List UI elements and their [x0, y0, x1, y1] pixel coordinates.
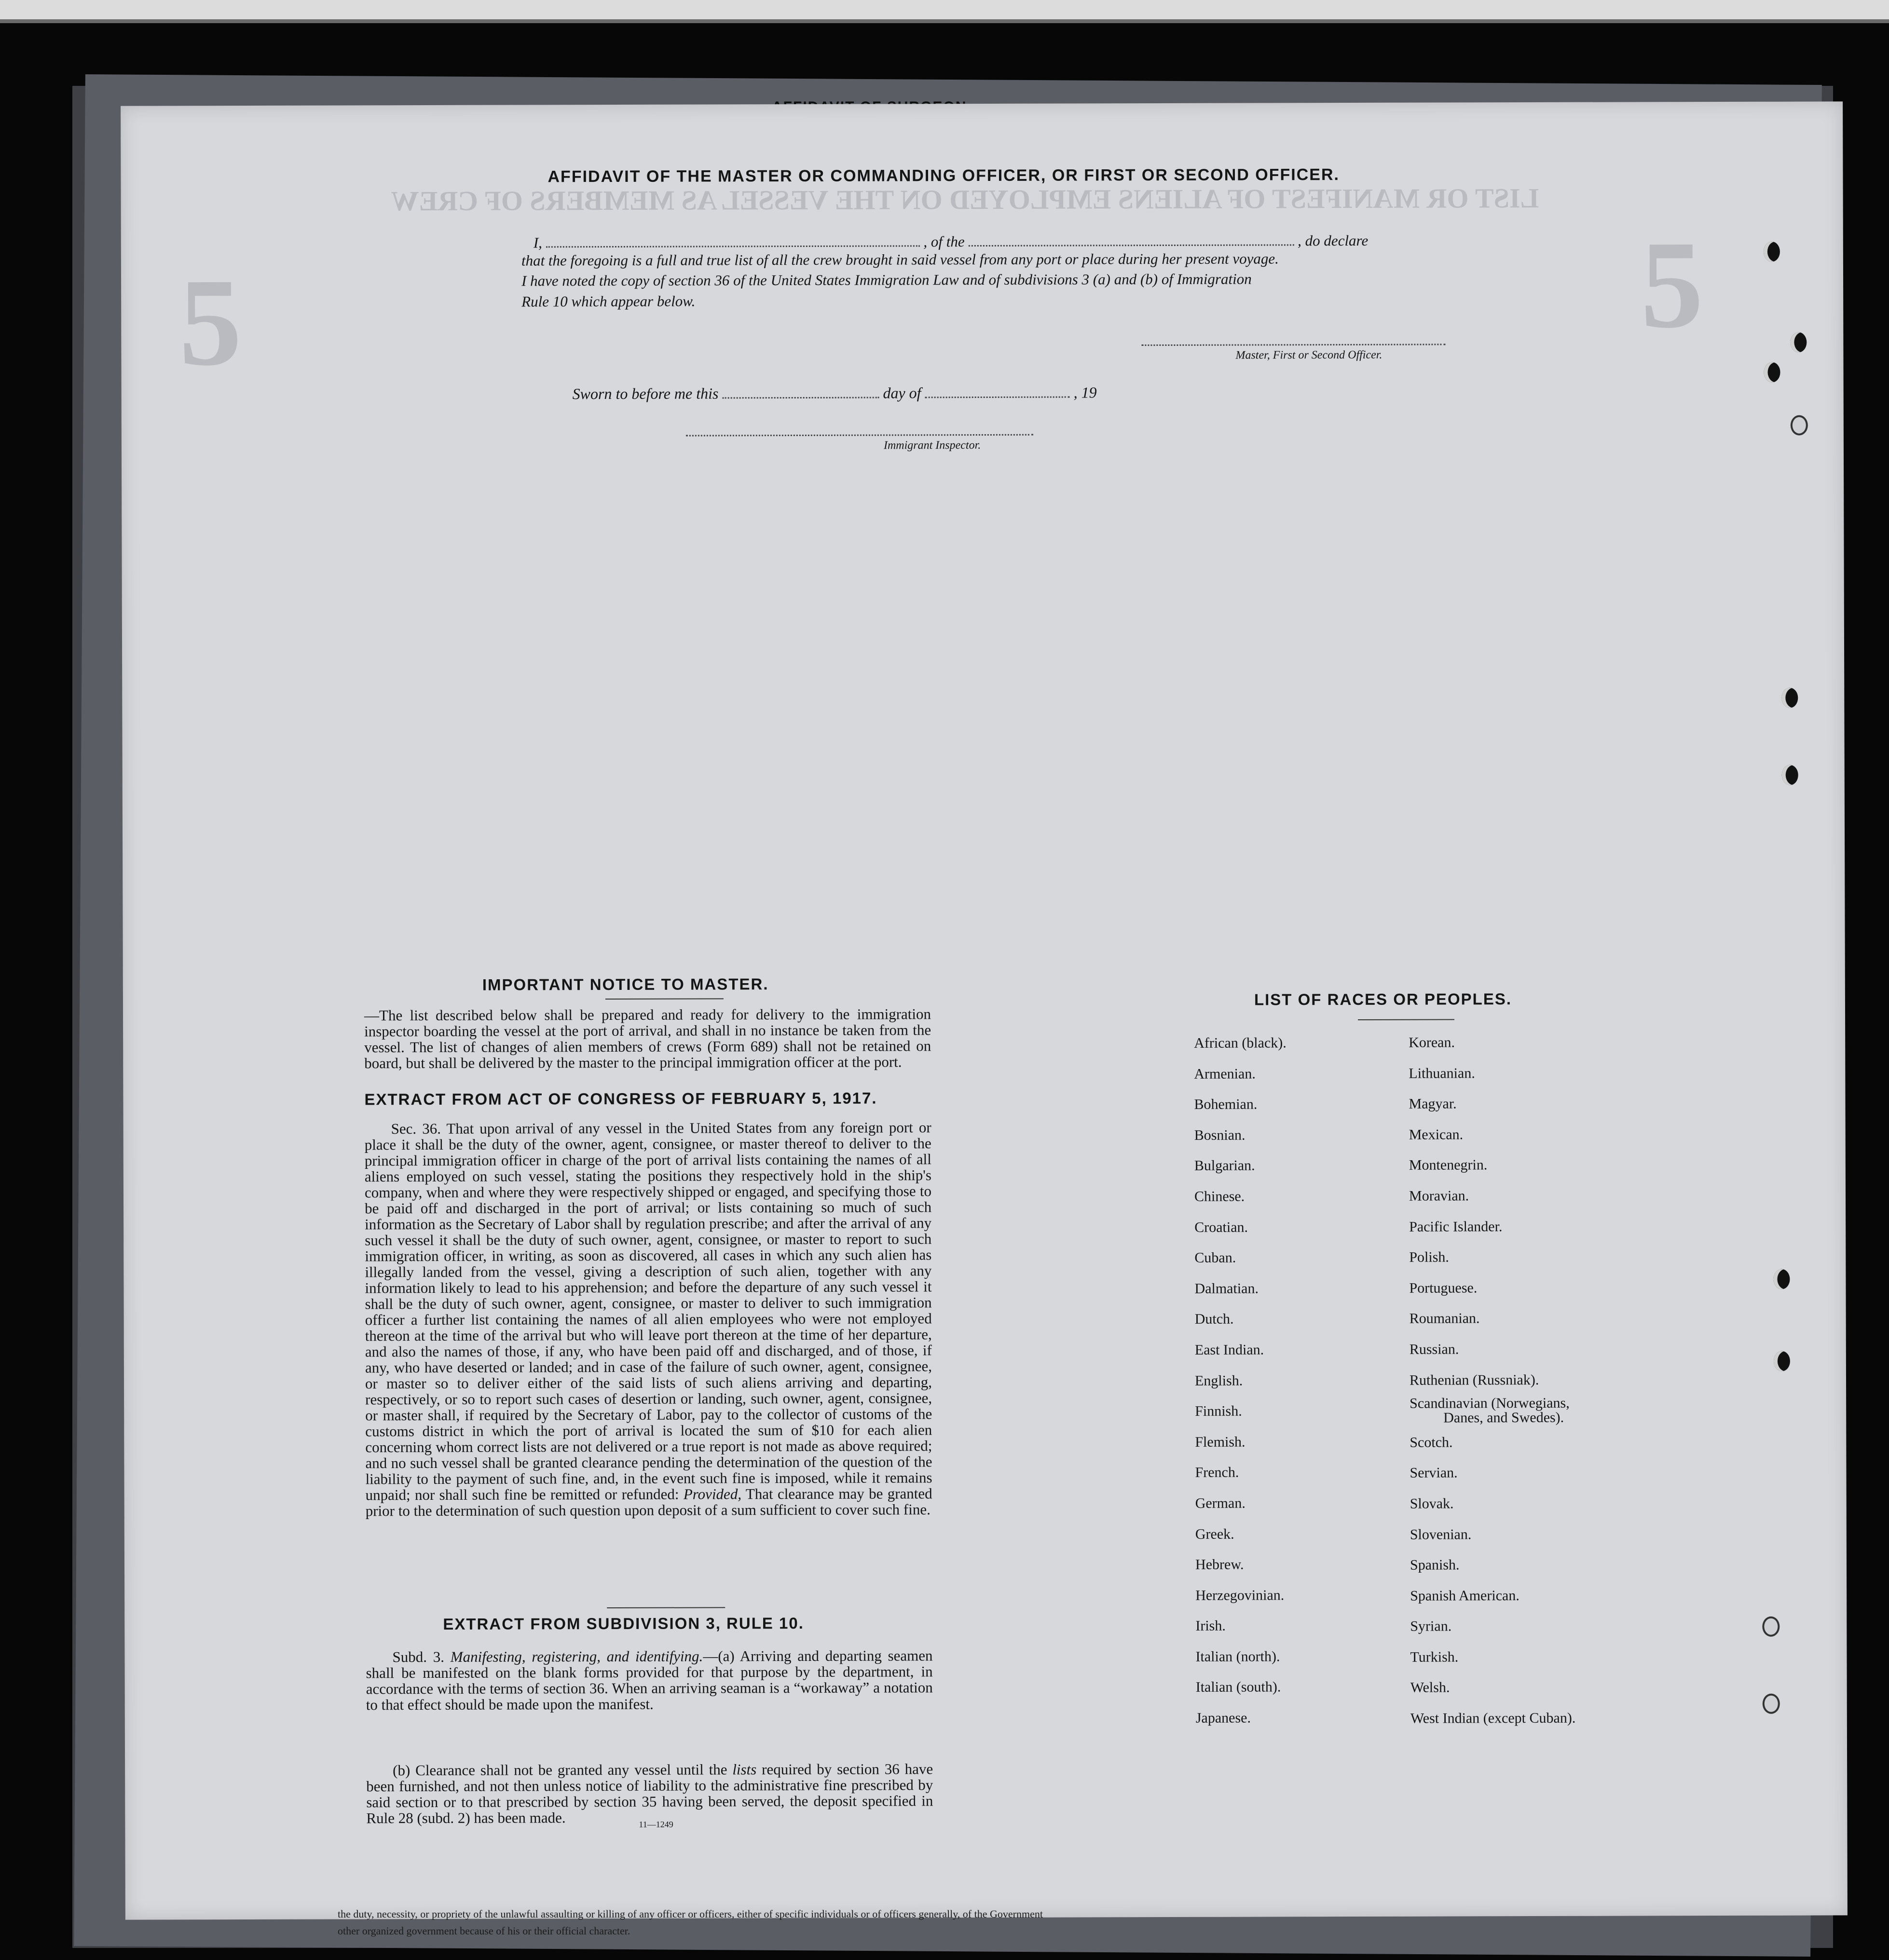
name-blank [546, 231, 920, 247]
race-item: Italian (south). [1195, 1679, 1281, 1696]
race-item: African (black). [1194, 1035, 1287, 1051]
sworn-day-blank [722, 383, 879, 399]
race-item: Greek. [1195, 1526, 1234, 1542]
notice-title: IMPORTANT NOTICE TO MASTER. [482, 975, 769, 994]
affidavit-i: I, [533, 234, 542, 251]
affidavit-title: AFFIDAVIT OF THE MASTER OR COMMANDING OFFICER, OR FIRST OR SECOND OFFICER. [548, 165, 1340, 186]
notice-title-rule [605, 998, 724, 1000]
inspector-signature-line [686, 434, 1033, 437]
race-item: Armenian. [1194, 1066, 1256, 1082]
race-item: Scotch. [1410, 1434, 1453, 1451]
race-item: East Indian. [1194, 1342, 1264, 1358]
sworn-line [573, 382, 1097, 403]
race-item-scandinavian: Scandinavian (Norwegians, [1410, 1395, 1570, 1412]
binder-hole [1773, 1269, 1790, 1289]
races-title-rule [1358, 1019, 1454, 1020]
race-item: Ruthenian (Russniak). [1409, 1371, 1539, 1388]
affidavit-line-2: that the foregoing is a full and true list of all the crew brought in said vessel from any port or place during her present voyage. [521, 250, 1279, 269]
act-title: EXTRACT FROM ACT OF CONGRESS OF FEBRUARY 5, 1917. [364, 1089, 877, 1109]
race-item: French. [1195, 1464, 1239, 1481]
act-text: That upon arrival of any vessel in the United States from any foreign port or place it shall be the duty of the owner, agent, consignee, or master thereof to deliver to the principal immigration officer in charge of the port of arrival lists containing the names of all aliens employed on such vessel, stating the positions they respectively hold in the ship's company, when and where they were respectively shipped or engaged, and specifying those to be paid off and discharged in the port of arrival; or lists containing so much of such information as the Secretary of Labor shall by regulation prescribe; and after the arrival of any such vessel it shall be the duty of such owner, agent, consignee, or master to report to such immigration officer, in writing, as soon as discovered, all cases in which any such alien has illegally landed from the vessel, giving a description of such alien, together with any information likely to lead to his apprehension; and before the departure of any such vessel it shall be the duty of such owner, agent, consignee, or master to deliver to such immigration officer a further list containing the names of all alien employees who were not employed thereon at the time of the arrival but who will leave port thereon at the time of her departure, and also the names of those, if any, who have been paid off and discharged, and of those, if any, who have deserted or landed; and in case of the failure of such owner, agent, consignee, or master so to deliver either of the said lists of such aliens arriving and departing, respectively, or so to report such cases of desertion or landing, such owner, agent, consignee, or master shall, if required by the Secretary of Labor, pay to the collector of customs of the customs district in which the port of arrival is located the sum of $10 for each alien concerning whom correct lists are not delivered or a true report is not made as above required; and no such vessel shall be granted clearance pending the determination of the question of the liability to the payment of such fine, and, in the event such fine is imposed, while it remains unpaid; nor shall such fine be remitted or refunded: [364, 1119, 932, 1504]
race-item: Spanish American. [1410, 1587, 1519, 1604]
vessel-blank [968, 230, 1294, 247]
sec-label: Sec. 36. [391, 1120, 441, 1138]
act-text-end: That clearance may be granted prior to the determination of such question upon deposit of a sum sufficient to cover such fine. [365, 1485, 932, 1520]
affidavit-do-declare: , do declare [1298, 232, 1369, 249]
race-item: Portuguese. [1409, 1280, 1478, 1296]
subdivision-title-rule [607, 1607, 725, 1608]
para-b-lists: lists [732, 1761, 757, 1778]
race-item-scandinavian-cont: Danes, and Swedes). [1443, 1409, 1564, 1426]
race-item: Bosnian. [1194, 1127, 1246, 1143]
race-item: Pacific Islander. [1409, 1218, 1503, 1235]
race-item: Italian (north). [1195, 1648, 1280, 1665]
race-item: Hebrew. [1195, 1556, 1244, 1573]
races-left-column [1194, 1028, 1288, 1733]
race-item: Croatian. [1194, 1219, 1248, 1235]
inspector-label: Immigrant Inspector. [883, 439, 981, 452]
day-of-label: day of [883, 384, 921, 402]
race-item: Slovak. [1410, 1495, 1454, 1512]
binder-hole [1790, 332, 1807, 353]
document-page [121, 101, 1848, 1919]
race-item: Bohemian. [1194, 1096, 1258, 1113]
race-item: German. [1195, 1495, 1246, 1511]
race-item [1410, 1395, 1575, 1427]
scan-top-strip [0, 0, 1889, 19]
race-item: West Indian (except Cuban). [1410, 1710, 1576, 1727]
para-b-end: required by section 36 have been furnished, and not then unless notice of liability to the administrative fine prescribed by said section or to that prescribed by section 35 having been served, the deposit specified in Rule 28 (subd. 2) has been made. [366, 1760, 933, 1827]
race-item: Finnish. [1195, 1403, 1242, 1419]
race-item: Syrian. [1410, 1618, 1452, 1634]
subdivision-title: EXTRACT FROM SUBDIVISION 3, RULE 10. [443, 1614, 804, 1633]
footer-line-2: other organized government because of his or their official character. [338, 1925, 630, 1937]
race-item: Chinese. [1194, 1188, 1245, 1205]
para-a-text: —(a) Arriving and departing seamen shall be manifested on the blank forms provided for that purpose by the department, in accordance with the terms of section 36. When an arriving seaman is a “workaway” a notation to that effect should be made upon the manifest. [366, 1647, 933, 1713]
races-right-column [1409, 1027, 1575, 1734]
para-b-start: (b) Clearance shall not be granted any vessel until the [393, 1761, 727, 1779]
bleed-through-manifest: LIST OR MANIFEST OF ALIENS EMPLOYED ON THE VESSEL AS MEMBERS OF CREW [391, 182, 1539, 217]
provided-word: Provided, [683, 1485, 742, 1503]
affidavit-of-the: , of the [923, 233, 965, 250]
race-item: Servian. [1410, 1465, 1458, 1481]
race-item: Flemish. [1195, 1434, 1246, 1450]
subdivision-para-a [366, 1647, 932, 1713]
subdivision-para-b [366, 1761, 933, 1826]
binder-hole [1763, 1694, 1780, 1714]
race-item: Slovenian. [1410, 1526, 1472, 1543]
race-item: Cuban. [1194, 1249, 1236, 1266]
race-item: Korean. [1409, 1034, 1455, 1051]
binder-hole [1774, 1351, 1790, 1371]
race-item: Montenegrin. [1409, 1157, 1488, 1174]
scan-top-line [0, 19, 1889, 23]
act-body [365, 1119, 932, 1519]
race-item: Spanish. [1410, 1557, 1460, 1573]
race-item: Lithuanian. [1409, 1065, 1475, 1082]
race-item: Dutch. [1194, 1311, 1234, 1328]
binder-hole [1762, 1617, 1779, 1637]
race-item: Turkish. [1410, 1649, 1459, 1665]
form-number: 11—1249 [639, 1819, 673, 1829]
race-item: Polish. [1409, 1249, 1449, 1265]
subd-heading: Manifesting, registering, and identifying. [450, 1647, 703, 1665]
binder-hole [1764, 242, 1780, 262]
binder-hole [1791, 415, 1808, 436]
race-item: Bulgarian. [1194, 1157, 1255, 1174]
race-item: English. [1194, 1372, 1243, 1389]
subd-label: Subd. 3. [392, 1648, 445, 1666]
races-title: LIST OF RACES OR PEOPLES. [1254, 990, 1512, 1009]
affidavit-line-4: Rule 10 which appear below. [521, 292, 696, 310]
binder-hole [1782, 765, 1798, 785]
race-item: Moravian. [1409, 1188, 1469, 1204]
race-item: Welsh. [1410, 1679, 1450, 1696]
notice-body: —The list described below shall be prepared and ready for delivery to the immigration inspector boarding the vessel at the port of arrival, and shall in no instance be taken from the vessel. The list of changes of alien members of crews (Form 689) shall not be retained on board, but shall be delivered by the master to the principal immigration officer at the port. [364, 1005, 931, 1072]
race-item: Roumanian. [1409, 1310, 1480, 1327]
sworn-label: Sworn to before me this [572, 384, 719, 403]
master-signature-line [1141, 343, 1445, 346]
sworn-month-blank [925, 382, 1069, 398]
race-item: Japanese. [1195, 1710, 1251, 1726]
binder-hole [1764, 362, 1780, 383]
race-item: Dalmatian. [1194, 1280, 1259, 1297]
race-item: Mexican. [1409, 1126, 1464, 1143]
bleed-through-numeral-2: 5 [178, 253, 242, 392]
affidavit-line-3: I have noted the copy of section 36 of the United States Immigration Law and of subdivisions 3 (a) and (b) of Immigration [521, 270, 1252, 289]
race-item: Russian. [1409, 1341, 1459, 1357]
footer-line-1: the duty, necessity, or propriety of the unlawful assaulting or killing of any officer or officers, either of specific individuals or of officers generally, of the Government [338, 1908, 1043, 1920]
binder-hole [1781, 688, 1798, 708]
year-label: , 19 [1073, 384, 1097, 401]
race-item: Magyar. [1409, 1096, 1457, 1112]
bleed-through-numeral: 5 [1640, 215, 1704, 355]
race-item: Irish. [1195, 1617, 1226, 1634]
affidavit-declaration-line [534, 230, 1368, 252]
race-item: Herzegovinian. [1195, 1587, 1285, 1604]
master-signature-label: Master, First or Second Officer. [1235, 348, 1383, 362]
